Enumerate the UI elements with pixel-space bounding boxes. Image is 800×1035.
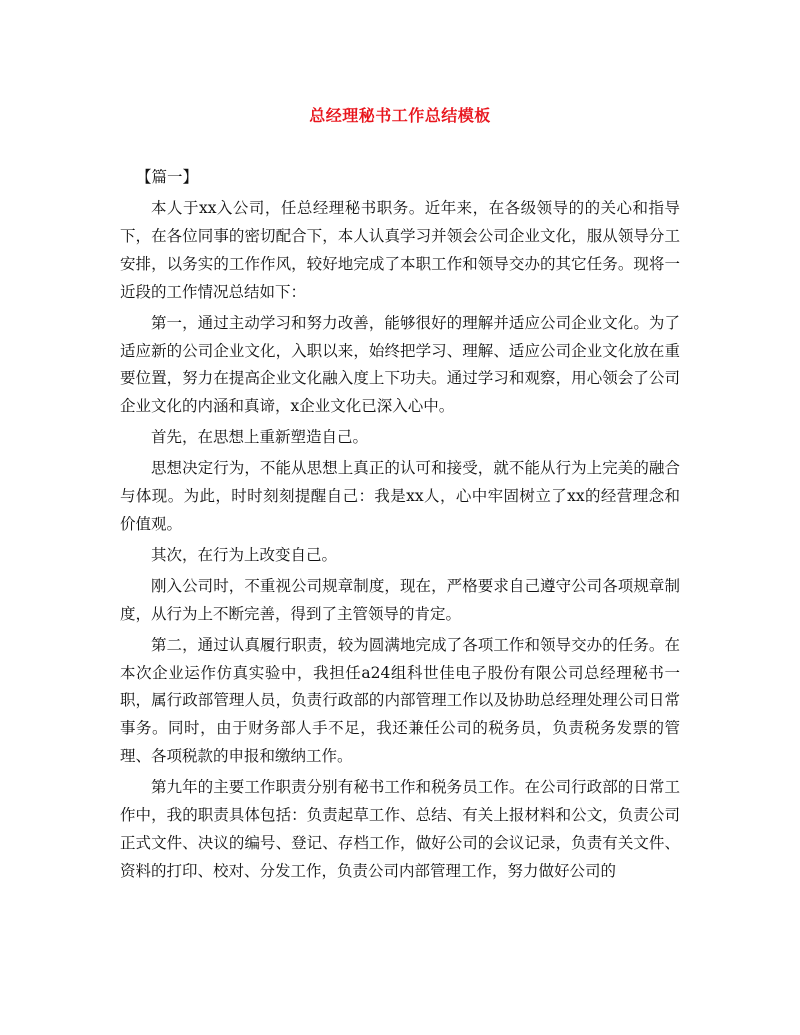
paragraph: 首先，在思想上重新塑造自己。	[151, 428, 369, 447]
paragraph: 本人于xx入公司，任总经理秘书职务。近年来，在各级领导的的关心和指导下，在各位同事的密切配合下，本人认真学习并领会公司企业文化，服从领导分工安排，以务实的工作作风，较好地完成了本职工作和领导交办的其它任务。现将一近段的工作情况总结如下：	[120, 199, 680, 301]
paragraph: 思想决定行为，不能从思想上真正的认可和接受，就不能从行为上完美的融合与体现。为此，时时刻刻提醒自己：我是xx人，心中牢固树立了xx的经营理念和价值观。	[120, 459, 680, 533]
document-title: 总经理秘书工作总结模板	[309, 106, 491, 125]
document-body	[120, 195, 680, 889]
paragraph: 第九年的主要工作职责分别有秘书工作和税务员工作。在公司行政部的日常工作中，我的职责具体包括：负责起草工作、总结、有关上报材料和公文，负责公司正式文件、决议的编号、登记、存档工作，做好公司的会议记录，负责有关文件、资料的打印、校对、分发工作，负责公司内部管理工作，努力做好公司的	[120, 778, 680, 880]
paragraph: 刚入公司时，不重视公司规章制度，现在，严格要求自己遵守公司各项规章制度，从行为上不断完善，得到了主管领导的肯定。	[120, 576, 680, 623]
paragraph: 其次，在行为上改变自己。	[151, 545, 338, 564]
paragraph: 第二，通过认真履行职责，较为圆满地完成了各项工作和领导交办的任务。在本次企业运作仿真实验中，我担任a24组科世佳电子股份有限公司总经理秘书一职，属行政部管理人员，负责行政部的内部管理工作以及协助总经理处理公司日常事务。同时，由于财务部人手不足，我还兼任公司的税务员，负责税务发票的管理、各项税款的申报和缴纳工作。	[120, 635, 680, 766]
section-label: 【篇一】	[136, 168, 199, 186]
paragraph: 第一，通过主动学习和努力改善，能够很好的理解并适应公司企业文化。为了适应新的公司企业文化，入职以来，始终把学习、理解、适应公司企业文化放在重要位置，努力在提高企业文化融入度上下功夫。通过学习和观察，用心领会了公司企业文化的内涵和真谛，x企业文化已深入心中。	[120, 313, 680, 416]
